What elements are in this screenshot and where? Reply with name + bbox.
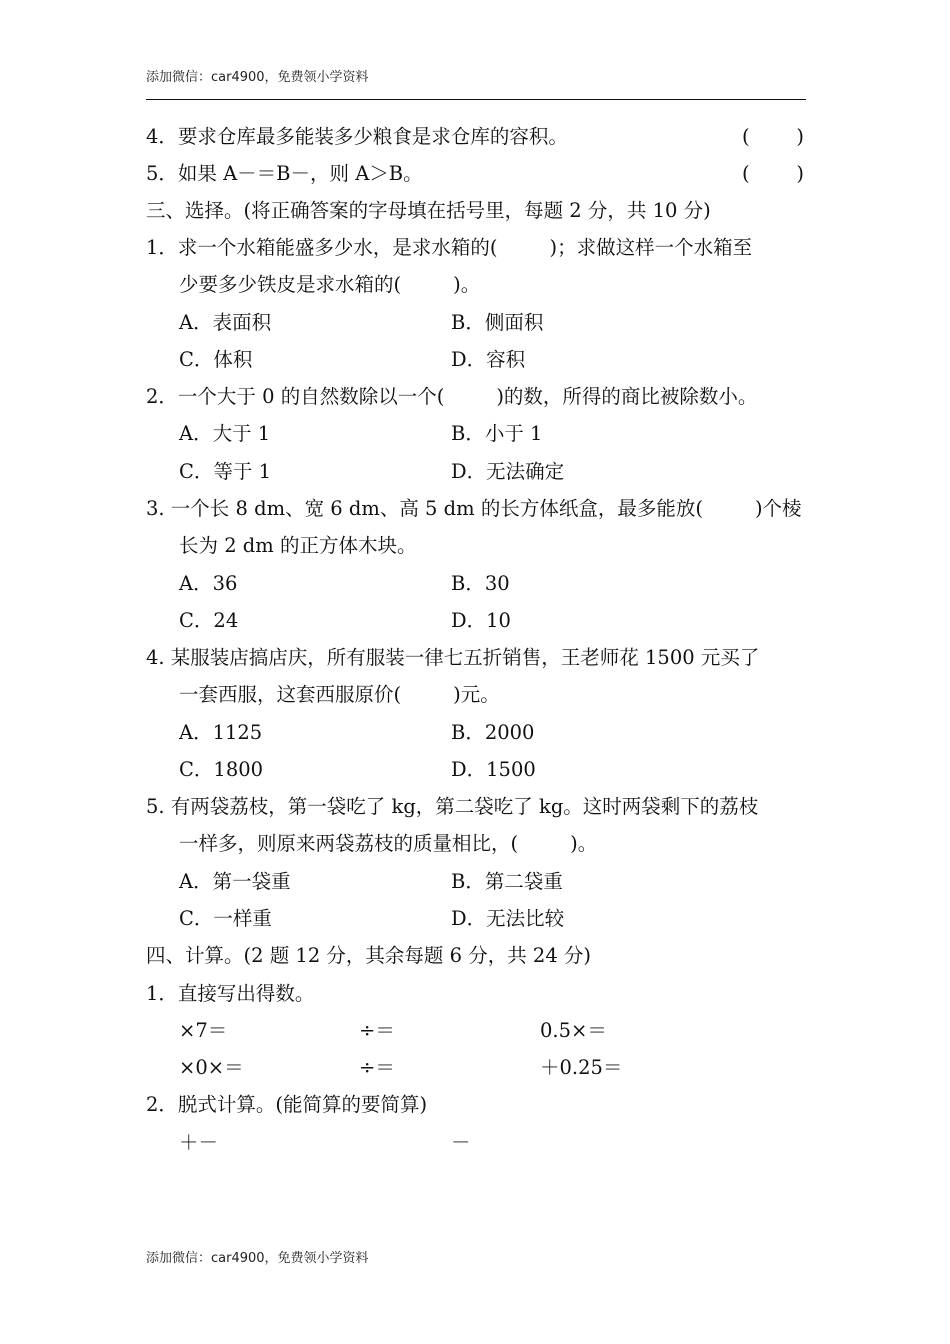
option-c: C．等于 1 (179, 460, 272, 483)
option-b: B．小于 1 (451, 422, 543, 445)
judge-item-5: 5．如果 A－＝B－，则 A＞B。 (146, 162, 423, 185)
footer-note: 添加微信：car4900，免费领小学资料 (146, 1251, 369, 1266)
q4-text-a: 一套西服，这套西服原价( (179, 683, 402, 706)
question-4-line-1: 4. 某服装店搞店庆，所有服装一律七五折销售，王老师花 1500 元买了 (146, 646, 760, 669)
option-a: A．36 (179, 572, 238, 595)
paren-left: ( (742, 162, 750, 185)
question-3-line-2: 长为 2 dm 的正方体木块。 (179, 534, 417, 557)
option-b: B．第二袋重 (451, 870, 563, 893)
calc-expression: 0.5×＝ (540, 1019, 607, 1042)
question-2-line-1 (146, 384, 757, 410)
section-3-title: 三、选择。(将正确答案的字母填在括号里，每题 2 分，共 10 分) (146, 199, 711, 222)
option-d: D．无法确定 (451, 460, 565, 483)
question-4-line-2 (179, 682, 500, 708)
calc-2-title: 2．脱式计算。(能简算的要简算) (146, 1093, 428, 1116)
option-d: D．无法比较 (451, 907, 565, 930)
q1-text-a: 1．求一个水箱能盛多少水，是求水箱的( (146, 236, 498, 259)
paren-right: ) (796, 125, 804, 148)
option-a: A．1125 (179, 721, 263, 744)
option-c: C．体积 (179, 348, 253, 371)
option-d: D．1500 (451, 758, 536, 781)
answer-paren (742, 161, 804, 187)
option-d: D．10 (451, 609, 511, 632)
header-note: 添加微信：car4900，免费领小学资料 (146, 70, 369, 85)
option-b: B．侧面积 (451, 311, 544, 334)
option-b: B．30 (451, 572, 510, 595)
q2-text-b: )的数，所得的商比被除数小。 (496, 385, 758, 408)
calc-1-title: 1．直接写出得数。 (146, 982, 315, 1005)
option-a: A．表面积 (179, 311, 272, 334)
answer-paren (742, 124, 804, 150)
q1-text-c: 少要多少铁皮是求水箱的( (179, 273, 402, 296)
question-5-line-2 (179, 831, 597, 857)
section-4-title: 四、计算。(2 题 12 分，其余每题 6 分，共 24 分) (146, 944, 592, 967)
option-a: A．大于 1 (179, 422, 271, 445)
q5-text-b: )。 (570, 832, 598, 855)
option-c: C．1800 (179, 758, 264, 781)
paren-left: ( (742, 125, 750, 148)
option-a: A．第一袋重 (179, 870, 291, 893)
option-c: C．一样重 (179, 907, 272, 930)
option-b: B．2000 (451, 721, 535, 744)
header-rule (146, 99, 806, 100)
calc-expression: ×7＝ (179, 1019, 228, 1042)
question-1-line-2 (179, 272, 480, 298)
question-1-line-1 (146, 235, 752, 261)
q5-text-a: 一样多，则原来两袋荔枝的质量相比，( (179, 832, 519, 855)
q2-text-a: 2．一个大于 0 的自然数除以一个( (146, 385, 445, 408)
question-3-line-1 (146, 496, 802, 522)
calc-expression: ＋－ (179, 1131, 219, 1154)
q1-text-b: )；求做这样一个水箱至 (549, 236, 753, 259)
calc-expression: ÷＝ (359, 1056, 395, 1079)
judge-item-4: 4．要求仓库最多能装多少粮食是求仓库的容积。 (146, 125, 568, 148)
calc-expression: ×0×＝ (179, 1056, 244, 1079)
calc-expression: － (451, 1131, 471, 1154)
question-5-line-1: 5. 有两袋荔枝，第一袋吃了 kg，第二袋吃了 kg。这时两袋剩下的荔枝 (146, 795, 759, 818)
calc-expression: ＋0.25＝ (540, 1056, 623, 1079)
paren-right: ) (796, 162, 804, 185)
option-d: D．容积 (451, 348, 526, 371)
q3-text-b: )个棱 (754, 497, 802, 520)
q4-text-b: )元。 (453, 683, 500, 706)
option-c: C．24 (179, 609, 239, 632)
q1-text-d: )。 (453, 273, 481, 296)
calc-expression: ÷＝ (359, 1019, 395, 1042)
q3-text-a: 3. 一个长 8 dm、宽 6 dm、高 5 dm 的长方体纸盒，最多能放( (146, 497, 703, 520)
